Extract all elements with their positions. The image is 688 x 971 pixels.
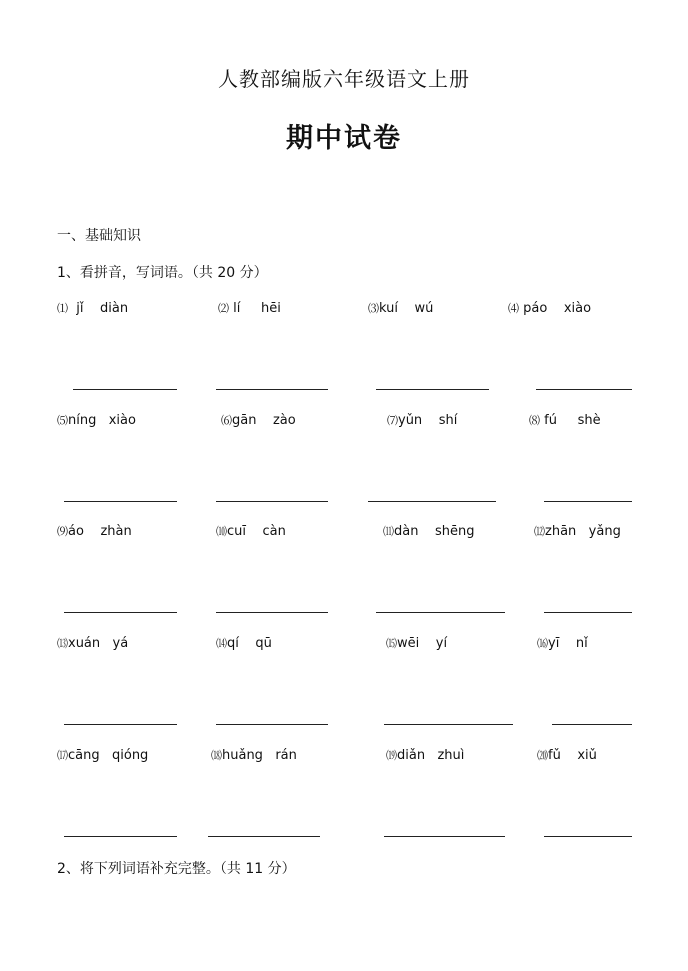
pinyin-text: jǐ diàn xyxy=(76,301,129,316)
item-number: ⒁ xyxy=(216,638,227,650)
item-number: ⒅ xyxy=(211,750,222,762)
pinyin-item xyxy=(57,300,128,316)
pinyin-text: huǎng rán xyxy=(222,748,297,763)
pinyin-item xyxy=(216,635,272,651)
answer-line[interactable] xyxy=(64,612,177,613)
answer-line[interactable] xyxy=(368,501,496,502)
pinyin-text: qí qū xyxy=(227,636,272,651)
item-number: ⒇ xyxy=(537,750,548,762)
answer-line[interactable] xyxy=(216,612,328,613)
pinyin-item xyxy=(368,300,433,316)
answer-line[interactable] xyxy=(216,724,328,725)
pinyin-item xyxy=(216,523,286,539)
item-number: ⑿ xyxy=(534,526,545,538)
item-number: ⑷ xyxy=(508,303,519,315)
answer-line[interactable] xyxy=(544,612,632,613)
page-subtitle: 人教部编版六年级语文上册 xyxy=(218,67,470,91)
pinyin-item xyxy=(534,523,621,539)
pinyin-item xyxy=(218,300,281,316)
section-heading: 一、基础知识 xyxy=(57,228,141,244)
answer-line[interactable] xyxy=(208,836,320,837)
pinyin-text: níng xiào xyxy=(68,413,136,428)
pinyin-item xyxy=(57,412,136,428)
pinyin-text: zhān yǎng xyxy=(545,524,621,539)
pinyin-text: kuí wú xyxy=(379,301,434,316)
item-number: ⒆ xyxy=(386,750,397,762)
answer-line[interactable] xyxy=(544,501,632,502)
answer-line[interactable] xyxy=(384,836,505,837)
pinyin-text: fú shè xyxy=(544,413,601,428)
page-title: 期中试卷 xyxy=(286,123,402,154)
pinyin-text: yī nǐ xyxy=(548,636,588,651)
item-number: ⑺ xyxy=(387,415,398,427)
pinyin-text: lí hēi xyxy=(233,301,281,316)
item-number: ⑸ xyxy=(57,415,68,427)
pinyin-item xyxy=(386,635,447,651)
answer-line[interactable] xyxy=(544,836,632,837)
pinyin-text: yǔn shí xyxy=(398,413,458,428)
item-number: ⒀ xyxy=(57,638,68,650)
answer-line[interactable] xyxy=(73,389,177,390)
pinyin-text: wēi yí xyxy=(397,636,448,651)
pinyin-item xyxy=(537,747,597,763)
item-number: ⑾ xyxy=(383,526,394,538)
answer-line[interactable] xyxy=(376,389,489,390)
answer-line[interactable] xyxy=(216,501,328,502)
answer-line[interactable] xyxy=(64,501,177,502)
pinyin-text: dàn shēng xyxy=(394,524,475,539)
pinyin-item xyxy=(57,747,148,763)
pinyin-text: páo xiào xyxy=(523,301,592,316)
pinyin-text: gān zào xyxy=(232,413,296,428)
question-1-heading: 1、看拼音，写词语。（共 20 分） xyxy=(57,265,268,281)
answer-line[interactable] xyxy=(552,724,632,725)
pinyin-text: xuán yá xyxy=(68,636,129,651)
item-number: ⑻ xyxy=(529,415,540,427)
item-number: ⑼ xyxy=(57,526,68,538)
pinyin-text: fǔ xiǔ xyxy=(548,748,597,763)
pinyin-text: cāng qióng xyxy=(68,748,149,763)
pinyin-item xyxy=(537,635,588,651)
pinyin-item xyxy=(383,523,475,539)
pinyin-item xyxy=(508,300,591,316)
pinyin-item xyxy=(57,635,128,651)
item-number: ⒂ xyxy=(386,638,397,650)
item-number: ⑵ xyxy=(218,303,229,315)
pinyin-item xyxy=(386,747,464,763)
item-number: ⒃ xyxy=(537,638,548,650)
pinyin-item xyxy=(57,523,132,539)
pinyin-text: cuī càn xyxy=(227,524,286,539)
question-2-heading: 2、将下列词语补充完整。（共 11 分） xyxy=(57,861,296,877)
pinyin-item xyxy=(387,412,457,428)
pinyin-text: áo zhàn xyxy=(68,524,132,539)
answer-line[interactable] xyxy=(376,612,505,613)
pinyin-text: diǎn zhuì xyxy=(397,748,465,763)
answer-line[interactable] xyxy=(216,389,328,390)
item-number: ⒄ xyxy=(57,750,68,762)
answer-line[interactable] xyxy=(64,724,177,725)
answer-line[interactable] xyxy=(64,836,177,837)
item-number: ⑴ xyxy=(57,303,68,315)
item-number: ⑶ xyxy=(368,303,379,315)
item-number: ⑽ xyxy=(216,526,227,538)
pinyin-item xyxy=(221,412,296,428)
pinyin-item xyxy=(211,747,297,763)
answer-line[interactable] xyxy=(384,724,513,725)
item-number: ⑹ xyxy=(221,415,232,427)
pinyin-item xyxy=(529,412,601,428)
answer-line[interactable] xyxy=(536,389,632,390)
